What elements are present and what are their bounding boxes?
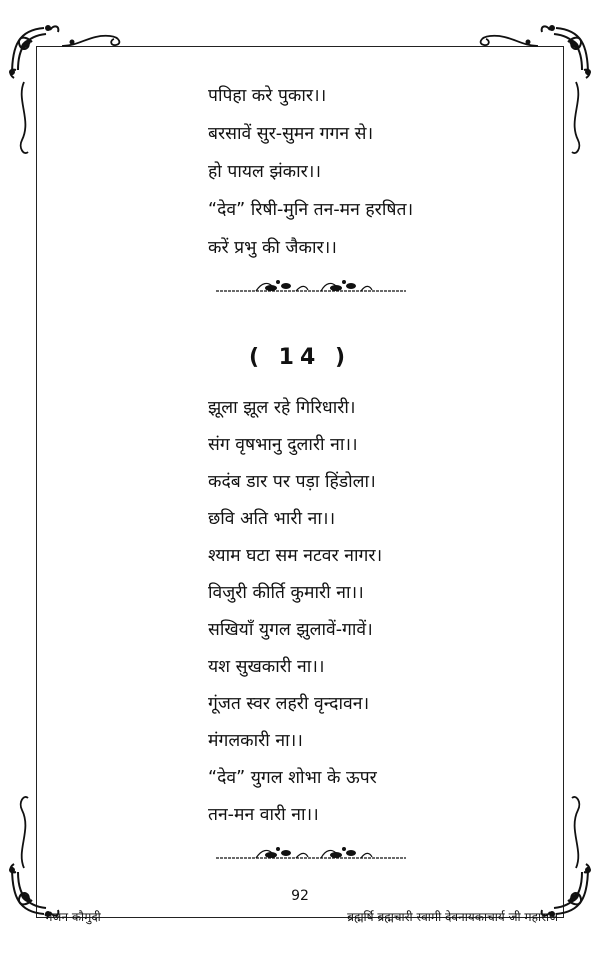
page-number: 92 — [291, 888, 309, 904]
verse-line: सखियाँ युगल झुलावें-गावें। — [208, 620, 373, 640]
verse-line: यश सुखकारी ना।। — [208, 657, 325, 677]
verse-line: गूंजत स्वर लहरी वृन्दावन। — [208, 694, 370, 714]
verse-line: करें प्रभु की जैकार।। — [208, 238, 337, 258]
corner-flourish-icon — [4, 20, 64, 80]
scroll-flourish-icon — [60, 28, 130, 50]
hymn-number: ( 14 ) — [248, 345, 352, 370]
verse-line: छवि अति भारी ना।। — [208, 509, 336, 529]
scroll-flourish-icon — [566, 80, 586, 160]
verse-line: बरसावें सुर-सुमन गगन से। — [208, 124, 374, 144]
scroll-flourish-icon — [14, 790, 34, 870]
scroll-flourish-icon — [470, 28, 540, 50]
verse-line: मंगलकारी ना।। — [208, 731, 303, 751]
verse-line: हो पायल झंकार।। — [208, 162, 322, 182]
book-title: भजन कौमुदी — [44, 910, 101, 924]
verse-line: कदंब डार पर पड़ा हिंडोला। — [208, 472, 376, 492]
verse-line: झूला झूल रहे गिरिधारी। — [208, 398, 356, 418]
verse-line: पपिहा करे पुकार।। — [208, 86, 327, 106]
corner-flourish-icon — [536, 20, 596, 80]
verse-line: श्याम घटा सम नटवर नागर। — [208, 546, 383, 566]
divider-ornament-icon — [216, 278, 406, 298]
divider-ornament-icon — [216, 845, 406, 865]
verse-line: विजुरी कीर्ति कुमारी ना।। — [208, 583, 364, 603]
author-name: ब्रह्मर्षि ब्रह्मचारी स्वामी देवनायकाचार्य जी महाराज — [347, 910, 558, 924]
verse-line: तन-मन वारी ना।। — [208, 805, 319, 825]
scroll-flourish-icon — [14, 80, 34, 160]
scroll-flourish-icon — [566, 790, 586, 870]
verse-line: “देव” युगल शोभा के ऊपर — [208, 768, 377, 788]
verse-line: “देव” रिषी-मुनि तन-मन हरषित। — [208, 200, 414, 220]
verse-line: संग वृषभानु दुलारी ना।। — [208, 435, 358, 455]
